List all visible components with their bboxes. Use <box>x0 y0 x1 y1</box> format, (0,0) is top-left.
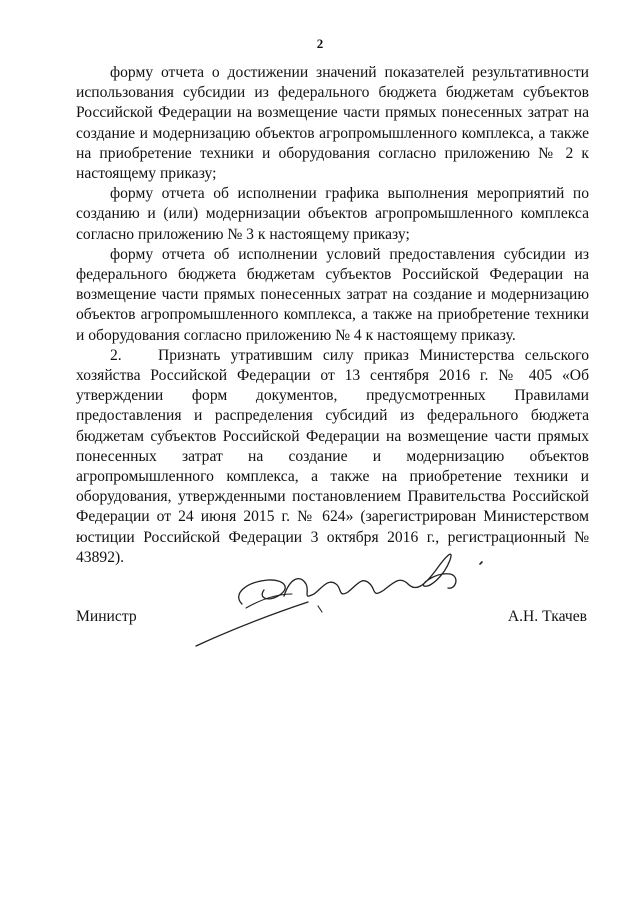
paragraph-form-4: форму отчета об исполнении условий предоставления субсидии из федерального бюджета бюджетам субъектов Российской Федерации на возмещение части прямых понесенных затрат на создание и модернизацию объектов агропромышленного комплекса, а также на приобретение техники и оборудования согласно приложению № 4 к настоящему приказу. <box>76 245 589 344</box>
item-2-text: Признать утратившим силу приказ Министерства сельского хозяйства Российской Федерации от 13 сентября 2016 г. № 405 «Об утверждении форм документов, предусмотренных Правилами предоставления и распределения субсидий из федерального бюджета бюджетам субъектов Российской Федерации на возмещение части прямых понесенных затрат на создание и модернизацию объектов агропромышленного комплекса, а также на приобретение техники и оборудования, утвержденными постановлением Правительства Российской Федерации от 24 июня 2015 г. № 624» (зарегистрирован Министерством юстиции Российской Федерации 3 октября 2016 г., регистрационный № 43892). <box>76 346 589 566</box>
paragraph-form-3: форму отчета об исполнении графика выполнения мероприятий по созданию и (или) модернизации объектов агропромышленного комплекса согласно приложению № 3 к настоящему приказу; <box>76 185 589 243</box>
signatory-title: Министр <box>76 608 137 625</box>
signatory-name: А.Н. Ткачев <box>507 608 587 625</box>
signature-block <box>76 608 589 638</box>
handwritten-signature <box>180 538 500 668</box>
signature-dot <box>480 562 482 564</box>
paragraph-item-2 <box>76 346 589 568</box>
item-number: 2. <box>110 346 122 364</box>
page-number: 2 <box>316 36 324 51</box>
document-body <box>76 63 589 568</box>
paragraph-form-2: форму отчета о достижении значений показателей результативности использования субсидии из федерального бюджета бюджетам субъектов Российской Федерации на возмещение части прямых понесенных затрат на создание и модернизацию объектов агропромышленного комплекса, а также на приобретение техники и оборудования согласно приложению № 2 к настоящему приказу; <box>76 64 589 183</box>
